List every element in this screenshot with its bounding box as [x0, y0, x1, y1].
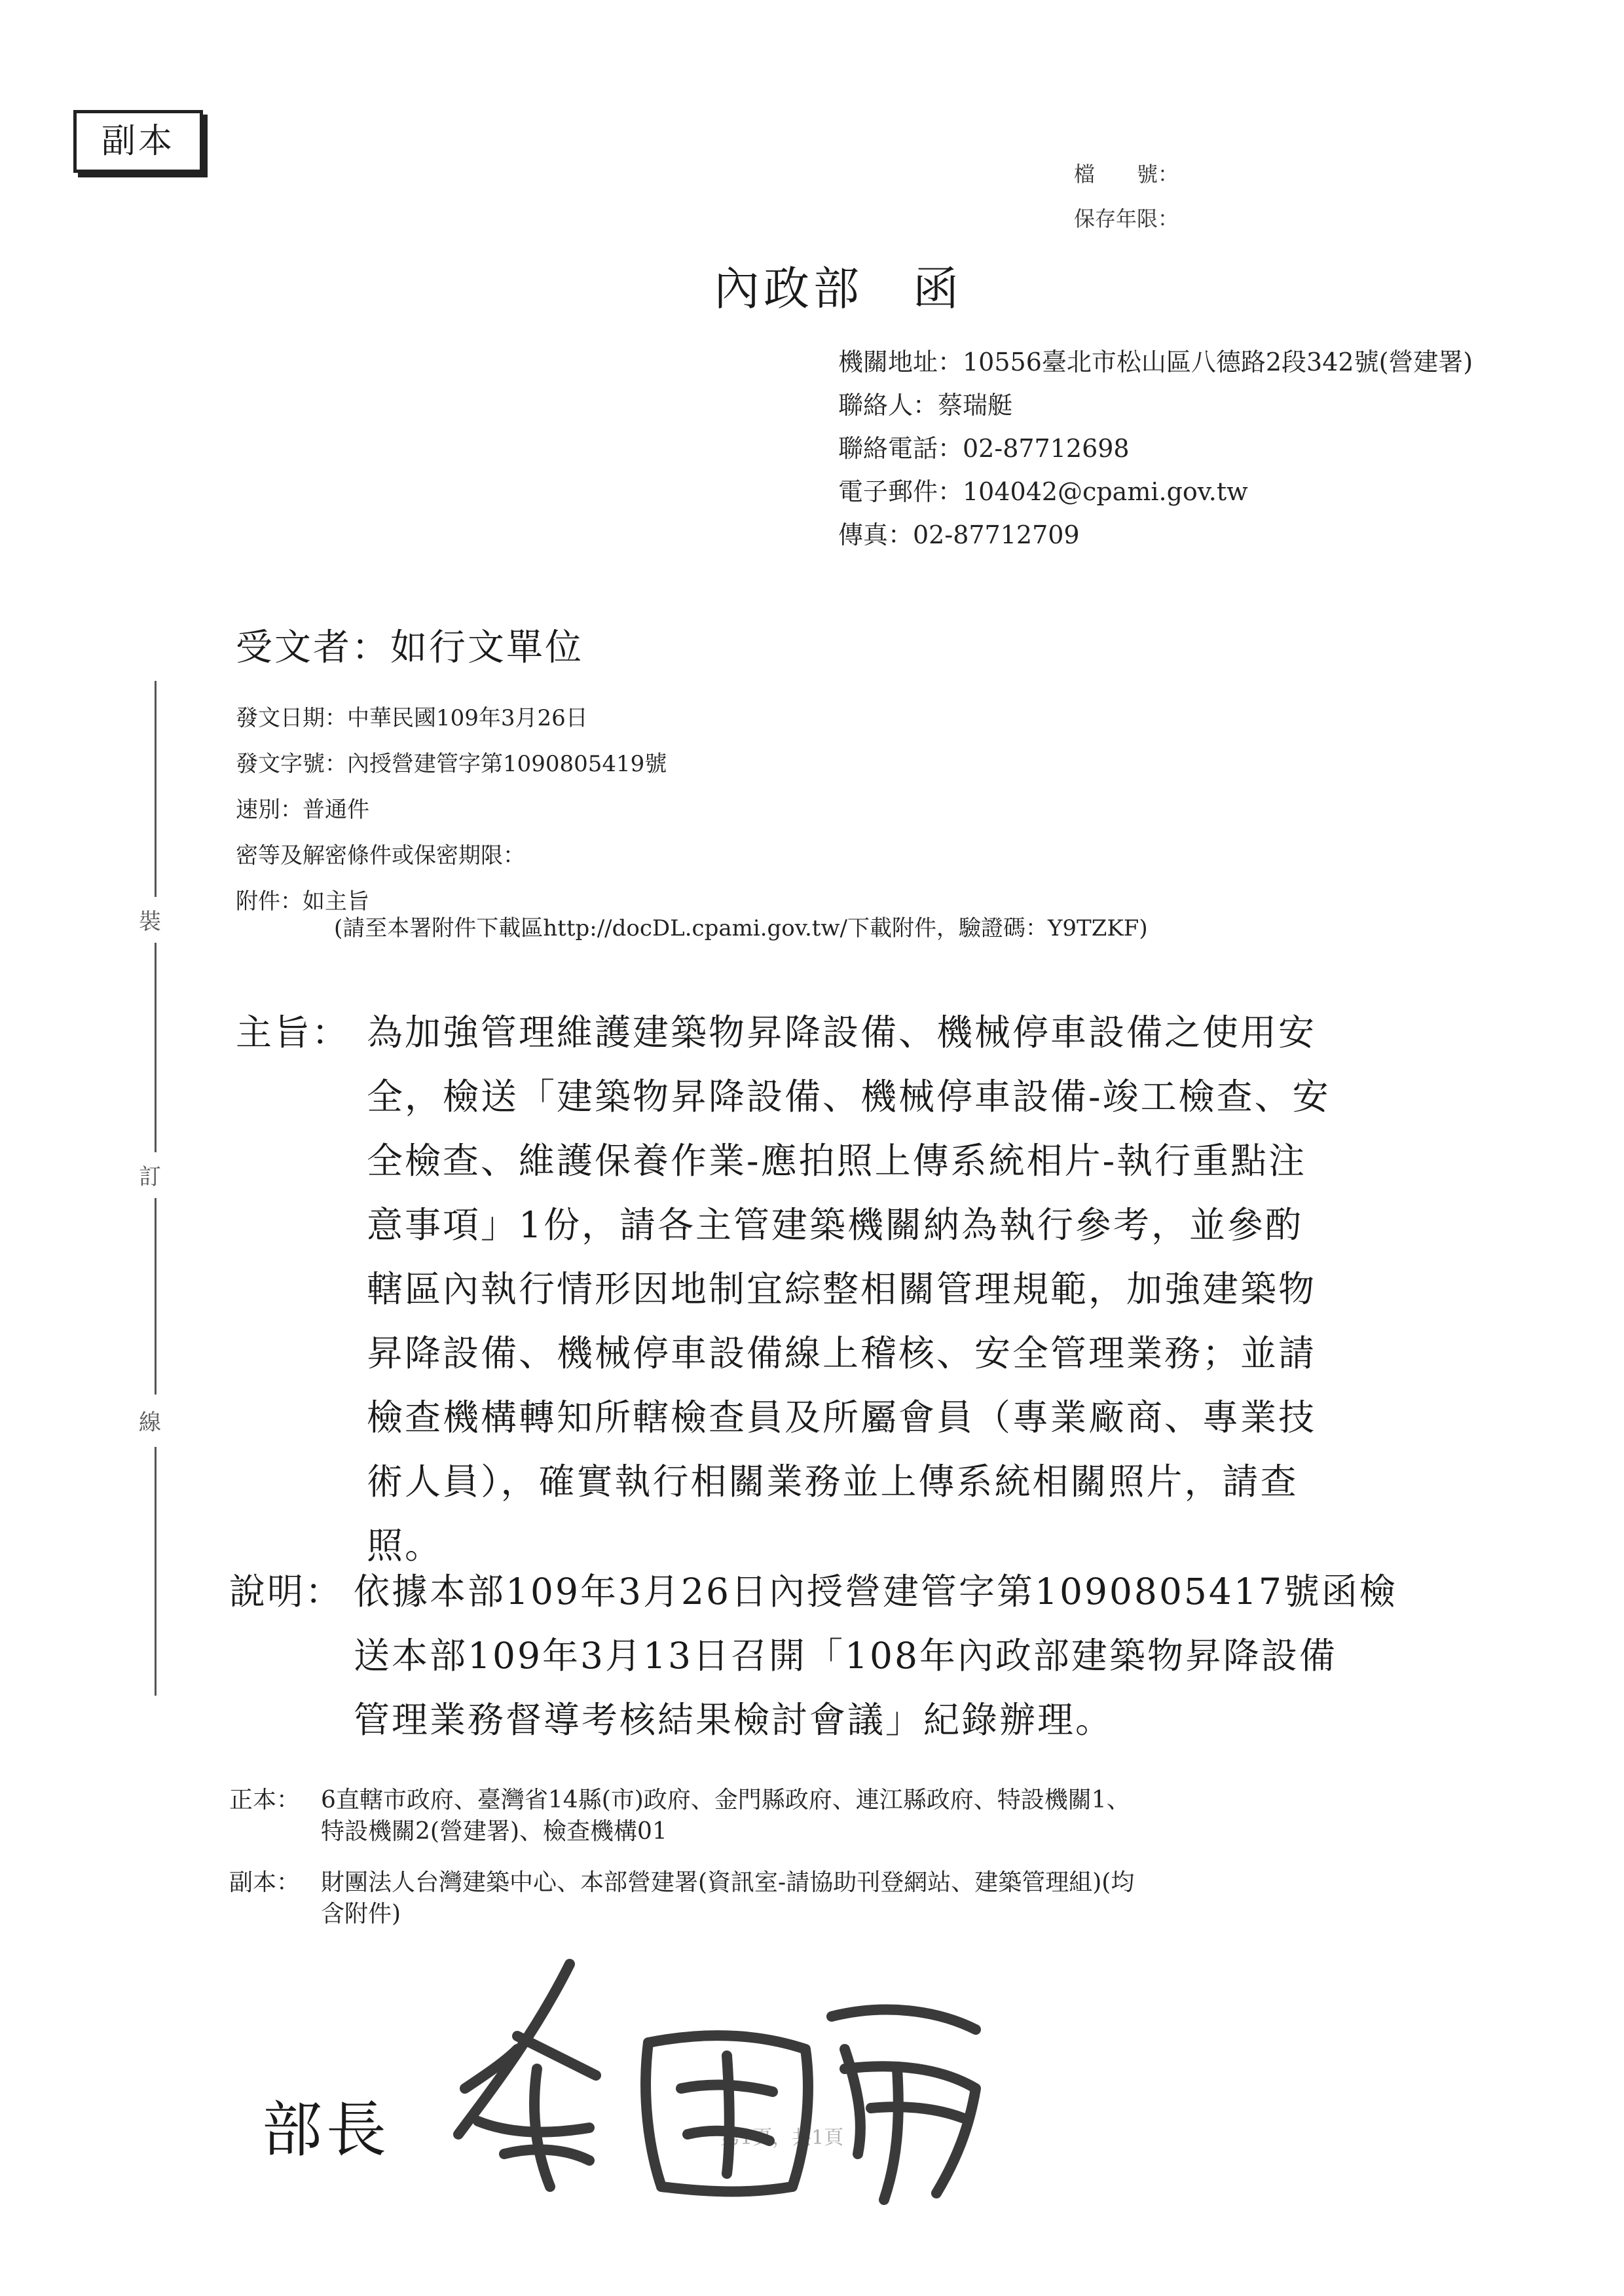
subject-line: 轄區內執行情形因地制宜綜整相關管理規範，加強建築物 [367, 1268, 1317, 1310]
subject-line: 昇降設備、機械停車設備線上稽核、安全管理業務；並請 [367, 1332, 1317, 1374]
copies-label: 副本： [229, 1869, 301, 1896]
contact-block [838, 340, 1473, 556]
explanation-line: 依據本部109年3月26日內授營建管字第1090805417號函檢 [354, 1571, 1397, 1613]
original-line: 特設機關2(營建署)、檢查機構01 [321, 1818, 667, 1845]
binding-char-zhuang: 裝 [139, 909, 161, 935]
binding-char-xian: 線 [139, 1410, 161, 1436]
subject-body [367, 1000, 1331, 1578]
copy-recipients [229, 1867, 1473, 1933]
subject-line: 術人員），確實執行相關業務並上傳系統相關照片，請查 [367, 1461, 1299, 1503]
copies-line: 財團法人台灣建築中心、本部營建署(資訊室-請協助刊登網站、建築管理組)(均 [321, 1869, 1135, 1896]
explanation-line: 管理業務督導考核結果檢討會議」紀錄辦理。 [354, 1699, 1114, 1741]
attachment: 附件：如主旨 [236, 888, 369, 915]
subject-line: 為加強管理維護建築物昇降設備、機械停車設備之使用安 [367, 1011, 1317, 1053]
subject-line: 全，檢送「建築物昇降設備、機械停車設備-竣工檢查、安 [367, 1076, 1331, 1118]
original-recipients [229, 1785, 1473, 1850]
secrecy-level: 密等及解密條件或保密期限： [236, 843, 525, 869]
contact-phone: 聯絡電話：02-87712698 [838, 434, 1130, 463]
binding-char-ding: 訂 [139, 1164, 161, 1190]
minister-label: 部長 [262, 2095, 391, 2165]
subject-line: 意事項」1份，請各主管建築機關納為執行參考，並參酌 [367, 1204, 1303, 1246]
subject-line: 全檢查、維護保養作業-應拍照上傳系統相片-執行重點注 [367, 1140, 1307, 1182]
subject-section [236, 1000, 1467, 1590]
copies-body [321, 1867, 1134, 1930]
issue-date: 發文日期：中華民國109年3月26日 [236, 705, 588, 731]
explanation-body [354, 1559, 1397, 1752]
agency-address: 機關地址：10556臺北市松山區八德路2段342號(營建署) [838, 348, 1473, 376]
delivery-speed: 速別：普通件 [236, 797, 369, 823]
explanation-line: 送本部109年3月13日召開「108年內政部建築物昇降設備 [354, 1635, 1337, 1677]
archive-info [1074, 152, 1179, 241]
document-meta [236, 695, 1148, 943]
contact-email: 電子郵件：104042@cpami.gov.tw [838, 477, 1248, 506]
copies-line: 含附件) [321, 1901, 401, 1927]
document-number: 發文字號：內授營建管字第1090805419號 [236, 751, 667, 777]
subject-line: 照。 [367, 1525, 443, 1567]
contact-person: 聯絡人：蔡瑞艇 [838, 391, 1013, 420]
explanation-label: 說明： [229, 1571, 344, 1613]
original-line: 6直轄市政府、臺灣省14縣(市)政府、金門縣政府、連江縣政府、特設機關1、 [321, 1787, 1130, 1813]
original-label: 正本： [229, 1787, 301, 1813]
page-number: 第1頁，共1頁 [720, 2126, 844, 2149]
subject-label: 主旨： [236, 1011, 350, 1053]
binding-line-segment [155, 1198, 157, 1394]
attachment-note: (請至本署附件下載區http://docDL.cpami.gov.tw/下載附件，驗證碼：Y9TZKF) [334, 915, 1148, 941]
document-title: 內政部 函 [714, 262, 963, 316]
minister-signature [439, 1938, 1028, 2213]
file-number: 檔 號： [1074, 162, 1179, 187]
binding-line-segment [155, 1447, 157, 1696]
contact-fax: 傳真：02-87712709 [838, 520, 1080, 549]
recipient: 受文者：如行文單位 [236, 627, 583, 669]
copy-stamp-box [73, 110, 203, 173]
subject-line: 檢查機構轉知所轄檢查員及所屬會員（專業廠商、專業技 [367, 1396, 1317, 1438]
copy-label: 副本 [101, 122, 175, 161]
retention-period: 保存年限： [1074, 206, 1179, 231]
binding-line-segment [155, 943, 157, 1152]
explanation-section [229, 1559, 1473, 1769]
binding-line-segment [155, 681, 157, 897]
original-body [321, 1785, 1130, 1848]
